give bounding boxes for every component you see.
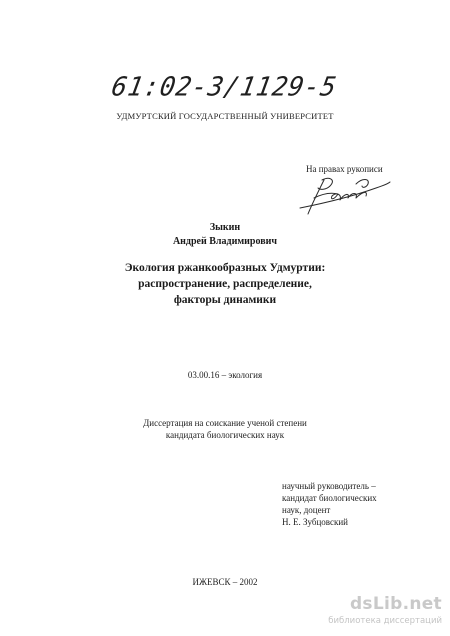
- dissertation-title-line: факторы динамики: [173, 294, 277, 306]
- rights-notice: На правах рукописи: [306, 164, 383, 174]
- author-surname: Зыкин: [209, 222, 241, 233]
- handwritten-signature-icon: [296, 170, 392, 218]
- dissertation-title-line: распространение, распределение,: [138, 278, 312, 290]
- watermark-site-name: dsLib.net: [349, 594, 442, 614]
- handwritten-inventory-number: [108, 70, 358, 110]
- watermark-tagline: библиотека диссертаций: [328, 616, 442, 626]
- university-name: УДМУРТСКИЙ ГОСУДАРСТВЕННЫЙ УНИВЕРСИТЕТ: [116, 111, 334, 121]
- supervisor-name: Н. Е. Зубцовский: [282, 517, 348, 527]
- watermark: [328, 594, 446, 630]
- specialty-code: 03.00.16 – экология: [187, 370, 263, 380]
- degree-statement-line: Диссертация на соискание ученой степени: [143, 418, 307, 428]
- supervisor-line: кандидат биологических: [282, 493, 377, 503]
- city-year: ИЖЕВСК – 2002: [192, 577, 258, 587]
- author-given-names: Андрей Владимирович: [172, 236, 278, 247]
- supervisor-line: научный руководитель –: [282, 481, 376, 491]
- inventory-number-text: 61:02-3/1129-5: [109, 71, 340, 102]
- supervisor-line: наук, доцент: [282, 505, 331, 515]
- dissertation-title-line: Экология ржанкообразных Удмуртии:: [124, 262, 326, 274]
- degree-statement-line: кандидата биологических наук: [165, 430, 285, 440]
